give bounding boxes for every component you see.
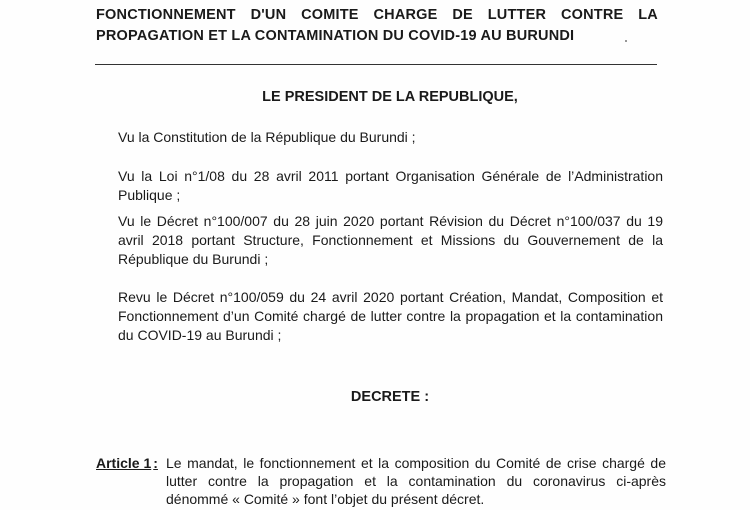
title-line-2: PROPAGATION ET LA CONTAMINATION DU COVID-19 AU BURUNDI <box>96 28 575 44</box>
scan-speck <box>625 40 627 42</box>
visa-paragraph: Vu le Décret n°100/007 du 28 juin 2020 portant Révision du Décret n°100/037 du 19 avril 2018 portant Structure, Fonctionnement et Missions du Gouvernement de la République du Burundi ; <box>118 213 663 267</box>
president-heading: LE PRESIDENT DE LA REPUBLIQUE, <box>262 89 518 105</box>
document-title <box>96 5 676 47</box>
title-word: D'UN <box>250 7 287 23</box>
title-word: CHARGE <box>373 7 438 23</box>
title-word: CONTRE <box>560 7 624 23</box>
visa-paragraph: Revu le Décret n°100/059 du 24 avril 2020 portant Création, Mandat, Composition et Fonctionnement d’un Comité chargé de lutter contre la propagation et la contamination du COVID-19 au Burundi ; <box>118 289 663 343</box>
title-word: LA <box>638 7 658 23</box>
article-number: Article 1 <box>96 455 152 471</box>
title-line-1 <box>96 5 658 26</box>
article-label <box>96 454 158 472</box>
visa-paragraph: Vu la Constitution de la République du Burundi ; <box>118 129 416 145</box>
horizontal-rule <box>95 64 657 65</box>
title-word: FONCTIONNEMENT <box>96 7 236 23</box>
article-text: Le mandat, le fonctionnement et la composition du Comité de crise chargé de lutter contre la propagation et la contamination du coronavirus ci-après dénommé « Comité » font l’objet du présent décret. <box>166 455 666 507</box>
decrete-heading: DECRETE : <box>350 389 430 405</box>
title-word: LUTTER <box>487 7 547 23</box>
visa-paragraph: Vu la Loi n°1/08 du 28 avril 2011 portant Organisation Générale de l’Administration Publique ; <box>118 168 663 203</box>
article-colon: : <box>153 455 158 471</box>
title-word: COMITE <box>301 7 359 23</box>
title-word: DE <box>452 7 473 23</box>
